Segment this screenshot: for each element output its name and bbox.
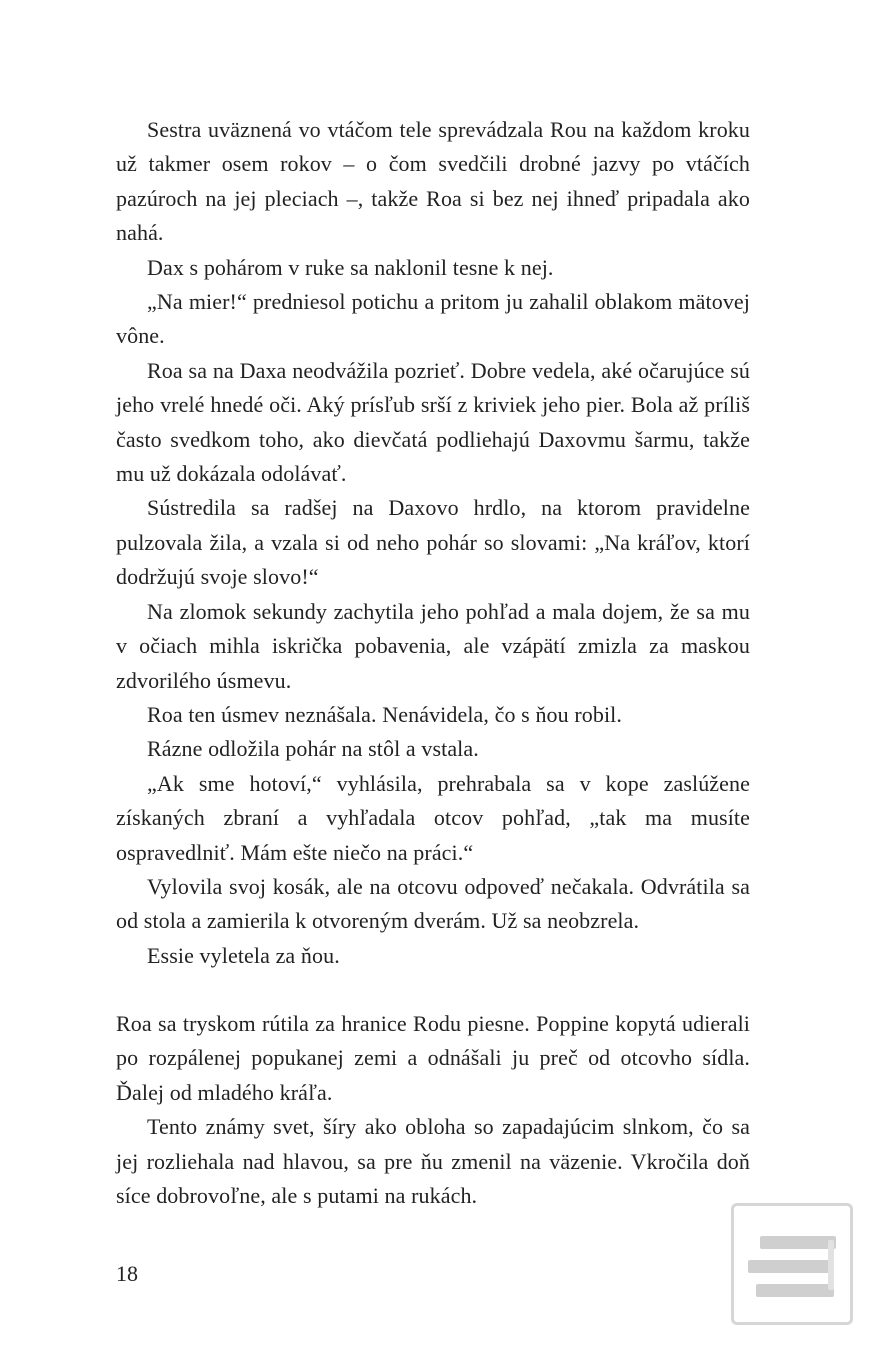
- paragraph: Dax s pohárom v ruke sa naklonil tesne k nej.: [147, 254, 554, 280]
- paragraph: Rázne odložila pohár na stôl a vstala.: [147, 736, 479, 762]
- page-number: 18: [116, 1261, 138, 1286]
- paragraph: Vylovila svoj kosák, ale na otcovu odpoveď nečakala. Odvrátila sa od stola a zamierila k otvoreným dverám. Už sa neobzrela.: [116, 873, 750, 934]
- paragraph: Tento známy svet, šíry ako obloha so zapadajúcim slnkom, čo sa jej rozliehala nad hlavou, sa pre ňu zmenil na väzenie. Vkročila doň síce dobrovoľne, ale s putami na rukách.: [116, 1114, 750, 1209]
- book-spine-top: [760, 1236, 836, 1249]
- paragraph: Na zlomok sekundy zachytila jeho pohľad a mala dojem, že sa mu v očiach mihla iskrička pobavenia, ale vzápätí zmizla za maskou zdvorilého úsmevu.: [116, 598, 750, 693]
- paragraph: Sestra uväznená vo vtáčom tele sprevádzala Rou na každom kroku už takmer osem rokov – o čom svedčili drobné jazvy po vtáčích pazúroch na jej pleciach –, takže Roa si bez nej ihneď pripadala ako nahá.: [116, 117, 750, 246]
- text-section-2: [116, 1007, 750, 1213]
- section-opening-paragraph: Roa sa tryskom rútila za hranice Rodu piesne. Poppine kopytá udierali po rozpálenej popukanej zemi a odnášali ju preč od otcovho sídla. Ďalej od mladého kráľa.: [116, 1011, 750, 1105]
- book-pages-edge: [828, 1240, 834, 1290]
- book-spine-middle: [748, 1260, 834, 1273]
- paragraph: Sústredila sa radšej na Daxovo hrdlo, na ktorom pravidelne pulzovala žila, a vzala si od neho pohár so slovami: „Na kráľov, ktorí dodržujú svoje slovo!“: [116, 495, 750, 590]
- book-stack-icon: [731, 1203, 853, 1325]
- paragraph: Essie vyletela za ňou.: [147, 942, 340, 968]
- paragraph: „Ak sme hotoví,“ vyhlásila, prehrabala sa v kope zaslúžene získaných zbraní a vyhľadala otcov pohľad, „tak ma musíte ospravedlniť. Mám ešte niečo na práci.“: [116, 770, 750, 865]
- book-spine-bottom: [756, 1284, 834, 1297]
- text-section-1: [116, 113, 750, 973]
- paragraph: „Na mier!“ predniesol potichu a pritom ju zahalil oblakom mätovej vône.: [116, 289, 750, 349]
- paragraph: Roa ten úsmev neznášala. Nenávidela, čo s ňou robil.: [147, 701, 622, 727]
- paragraph: Roa sa na Daxa neodvážila pozrieť. Dobre vedela, aké očarujúce sú jeho vrelé hnedé oči. Aký prísľub srší z kriviek jeho pier. Bola až príliš často svedkom toho, ako dievčatá podliehajú Daxovmu šarmu, takže mu už dokázala odolávať.: [116, 357, 750, 487]
